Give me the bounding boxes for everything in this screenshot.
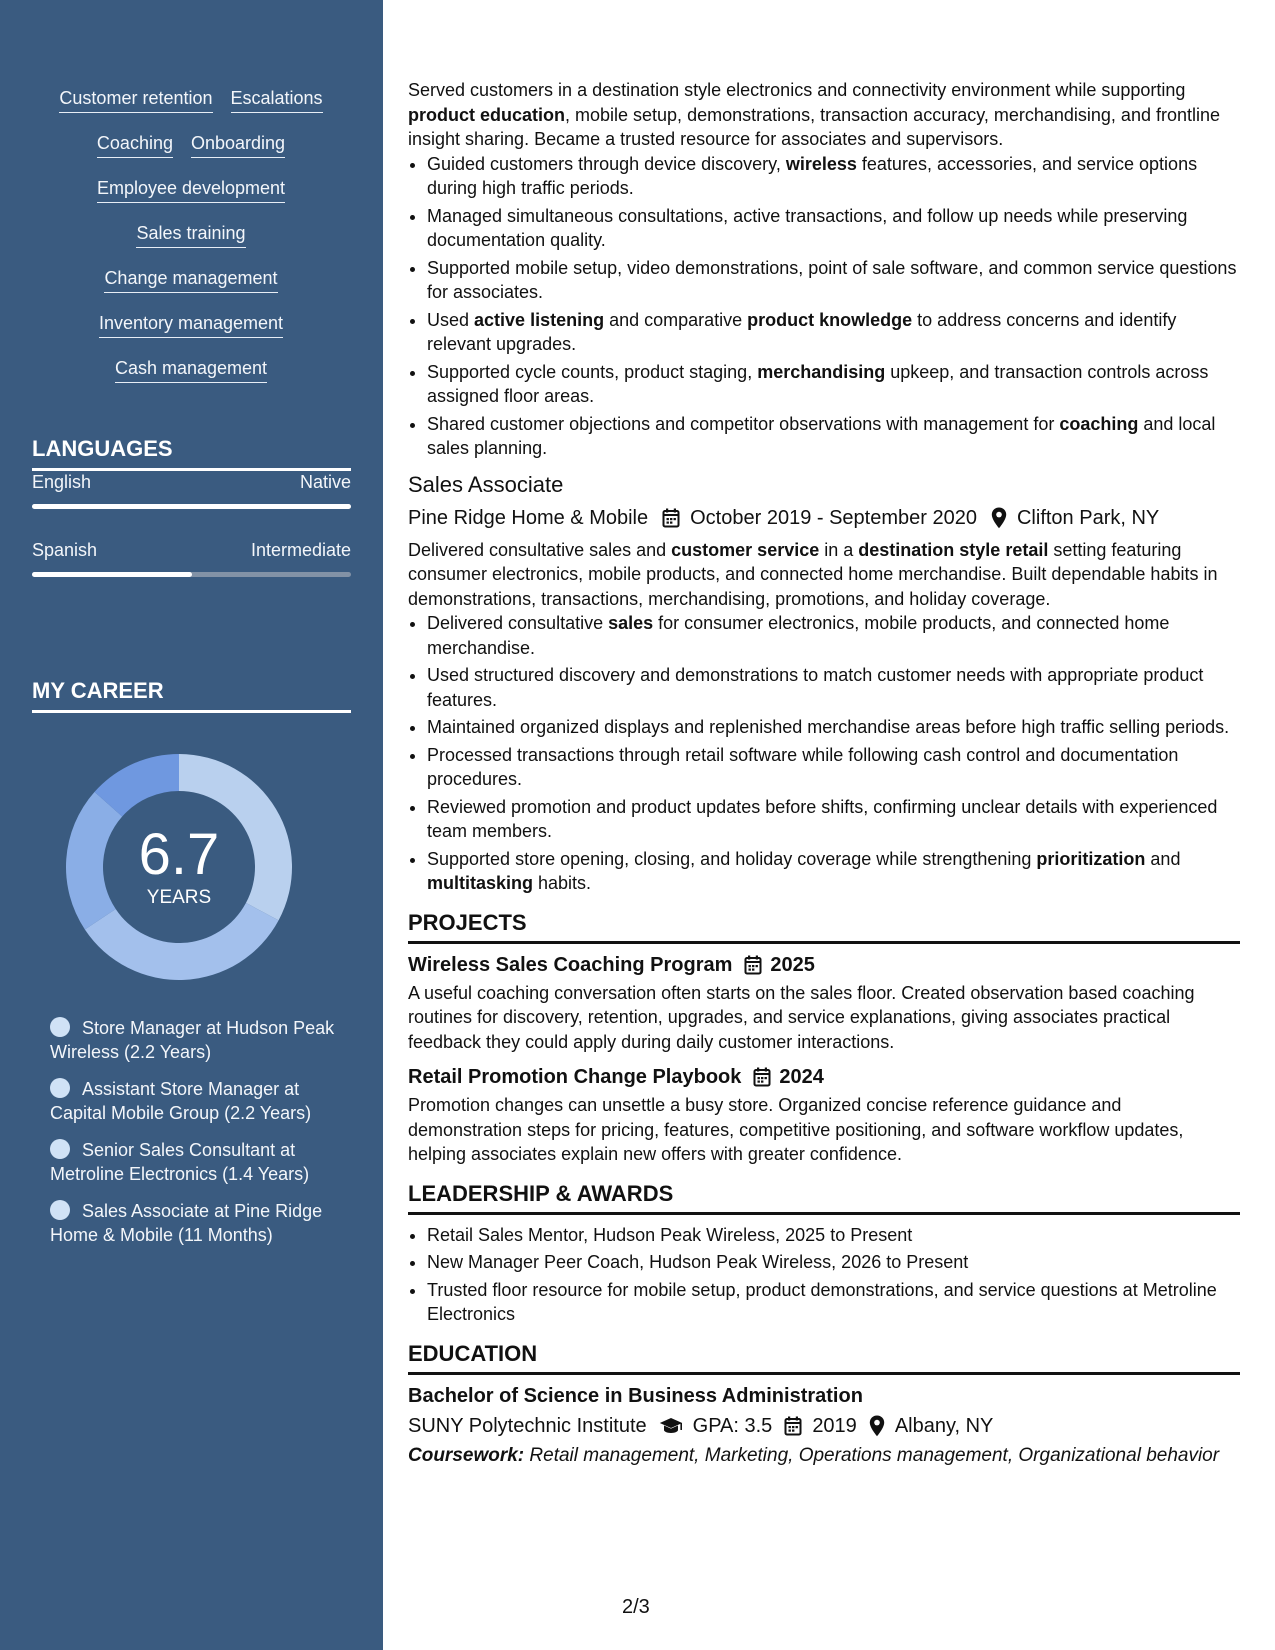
skill-tag: Inventory management bbox=[99, 311, 283, 338]
text-run: Reviewed promotion and product updates before shifts, confirming unclear details with experienced team members. bbox=[427, 796, 1218, 841]
job-dates: October 2019 - September 2020 bbox=[690, 506, 977, 529]
bold-text: customer service bbox=[671, 539, 820, 560]
job-title: Sales Associate bbox=[408, 471, 564, 497]
text-run: in a bbox=[819, 539, 859, 560]
text-run: to address concerns and identify relevant upgrades. bbox=[427, 309, 1177, 354]
text-run: setting featuring consumer electronics, mobile products, and connected home merchandise. Built dependable habits in demonstrations, transactions, merchandising, promotions, and holiday coverage. bbox=[408, 539, 1218, 609]
skill-tag: Sales training bbox=[136, 221, 245, 248]
text-run: , mobile setup, demonstrations, transaction accuracy, merchandising, and frontline insight sharing. Became a trusted resource for associates and supervisors. bbox=[408, 104, 1221, 149]
sidebar bbox=[0, 0, 383, 1650]
language-item bbox=[32, 472, 351, 509]
list-item bbox=[427, 256, 1240, 305]
list-item bbox=[427, 204, 1240, 253]
education-degree: Bachelor of Science in Business Administration bbox=[408, 1384, 863, 1407]
list-item: • Trusted floor resource for mobile setup, product demonstrations, and service questions at Metroline Electronics bbox=[427, 1278, 1240, 1327]
calendar-icon bbox=[753, 1067, 771, 1087]
skills-list bbox=[32, 86, 350, 401]
text-run: and bbox=[1145, 848, 1181, 869]
project-title-row bbox=[408, 1064, 1240, 1090]
skill-row bbox=[32, 356, 350, 401]
career-legend-item bbox=[50, 1077, 340, 1125]
text-run: Served customers in a destination style electronics and connectivity environment while supporting bbox=[408, 80, 1186, 100]
education-location: Albany, NY bbox=[894, 1414, 994, 1437]
skill-tag: Escalations bbox=[231, 86, 323, 113]
career-legend-label: Assistant Store Manager at Capital Mobile Group (2.2 Years) bbox=[50, 1079, 312, 1123]
text-run: Delivered consultative bbox=[427, 613, 609, 633]
list-item bbox=[427, 795, 1240, 844]
text-run: Used bbox=[427, 309, 475, 330]
location-pin-icon bbox=[869, 1415, 885, 1437]
bold-text: wireless bbox=[785, 153, 857, 174]
career-heading: MY CAREER bbox=[32, 678, 351, 713]
list-item bbox=[427, 663, 1240, 712]
job-meta bbox=[408, 505, 1240, 531]
text-run: Used structured discovery and demonstrations to match customer needs with appropriate product features. bbox=[427, 665, 1204, 710]
job-company: Pine Ridge Home & Mobile bbox=[408, 506, 649, 529]
calendar-icon bbox=[662, 508, 680, 528]
text-run: Delivered consultative sales and bbox=[408, 539, 672, 560]
leadership-list bbox=[427, 1223, 1240, 1327]
project-title: Wireless Sales Coaching Program bbox=[408, 953, 733, 976]
project-title-row bbox=[408, 952, 1240, 978]
page-number: 2/3 bbox=[622, 1596, 650, 1618]
text-run: Guided customers through device discovery, bbox=[427, 153, 786, 174]
project-title: Retail Promotion Change Playbook bbox=[408, 1066, 742, 1088]
language-level: Native bbox=[299, 472, 351, 492]
language-level: Intermediate bbox=[250, 540, 351, 560]
list-item bbox=[427, 611, 1240, 660]
text-run: Shared customer objections and competitor observations with management for bbox=[427, 413, 1060, 434]
text-run: Supported store opening, closing, and holiday coverage while strengthening bbox=[427, 848, 1037, 869]
job-location: Clifton Park, NY bbox=[1016, 506, 1160, 529]
bold-text: merchandising bbox=[757, 361, 886, 382]
bold-text: sales bbox=[608, 613, 654, 633]
list-item bbox=[427, 412, 1240, 461]
list-item: • Retail Sales Mentor, Hudson Peak Wireless, 2025 to Present bbox=[427, 1223, 1240, 1248]
main-content bbox=[408, 78, 1240, 1468]
education-year: 2019 bbox=[812, 1414, 857, 1437]
project-description: Promotion changes can unsettle a busy store. Organized concise reference guidance and demonstration steps for pricing, features, competitive positioning, and software workflow updates, helping associates explain new offers with greater confidence. bbox=[408, 1095, 1184, 1164]
language-item bbox=[32, 540, 351, 577]
location-pin-icon bbox=[991, 507, 1007, 529]
career-legend bbox=[50, 1016, 340, 1260]
calendar-icon bbox=[744, 955, 762, 975]
list-item bbox=[427, 152, 1240, 201]
skill-tag: Customer retention bbox=[59, 86, 212, 113]
education-meta bbox=[408, 1413, 1240, 1439]
bold-text: destination style retail bbox=[858, 539, 1049, 560]
bold-text: active listening bbox=[474, 309, 605, 330]
career-legend-item bbox=[50, 1199, 340, 1247]
legend-dot bbox=[50, 1200, 70, 1220]
coursework-text: Retail management, Marketing, Operations management, Organizational behavior bbox=[529, 1444, 1220, 1466]
previous-job-summary bbox=[408, 78, 1240, 152]
skill-row bbox=[32, 131, 350, 176]
text-run: upkeep, and transaction controls across assigned floor areas. bbox=[427, 361, 1209, 406]
career-total: 6.7 bbox=[138, 822, 220, 887]
legend-dot bbox=[50, 1078, 70, 1098]
calendar-icon bbox=[784, 1416, 802, 1436]
career-legend-label: Senior Sales Consultant at Metroline Electronics (1.4 Years) bbox=[50, 1140, 310, 1184]
skill-row bbox=[32, 221, 350, 266]
list-item bbox=[427, 743, 1240, 792]
skill-row bbox=[32, 266, 350, 311]
language-name: English bbox=[32, 472, 92, 492]
bold-text: product knowledge bbox=[747, 309, 913, 330]
education-gpa: GPA: 3.5 bbox=[692, 1414, 773, 1437]
graduation-cap-icon bbox=[659, 1417, 683, 1435]
text-run: Processed transactions through retail software while following cash control and documentation procedures. bbox=[427, 744, 1179, 789]
language-bar bbox=[32, 572, 351, 577]
skill-tag: Change management bbox=[104, 266, 277, 293]
skill-row bbox=[32, 86, 350, 131]
leadership-heading: LEADERSHIP & AWARDS bbox=[408, 1181, 1240, 1215]
legend-dot bbox=[50, 1017, 70, 1037]
bold-text: prioritization bbox=[1036, 848, 1146, 869]
education-school: SUNY Polytechnic Institute bbox=[408, 1414, 647, 1437]
text-run: Maintained organized displays and replenished merchandise areas before high traffic selling periods. bbox=[427, 717, 1230, 737]
skill-row bbox=[32, 311, 350, 356]
languages-heading: LANGUAGES bbox=[32, 436, 351, 471]
list-item: • New Manager Peer Coach, Hudson Peak Wireless, 2026 to Present bbox=[427, 1250, 1240, 1275]
career-donut-chart bbox=[66, 754, 292, 980]
text-run: habits. bbox=[533, 873, 592, 893]
skill-row bbox=[32, 176, 350, 221]
bold-text: product education bbox=[408, 104, 565, 125]
text-run: and local sales planning. bbox=[427, 413, 1216, 458]
education-heading: EDUCATION bbox=[408, 1341, 1240, 1375]
text-run: and comparative bbox=[604, 309, 748, 330]
career-legend-label: Sales Associate at Pine Ridge Home & Mobile (11 Months) bbox=[50, 1201, 323, 1245]
language-bar-fill bbox=[32, 504, 351, 509]
projects-heading: PROJECTS bbox=[408, 910, 1240, 944]
text-run: features, accessories, and service options during high traffic periods. bbox=[427, 153, 1198, 198]
text-run: Supported cycle counts, product staging, bbox=[427, 361, 758, 382]
language-name: Spanish bbox=[32, 540, 98, 560]
career-legend-item bbox=[50, 1138, 340, 1186]
previous-job-bullets bbox=[427, 152, 1240, 461]
text-run: Supported mobile setup, video demonstrations, point of sale software, and common service questions for associates. bbox=[427, 257, 1237, 302]
language-bar bbox=[32, 504, 351, 509]
bold-text: multitasking bbox=[427, 873, 534, 893]
career-legend-item bbox=[50, 1016, 340, 1064]
project-year: 2025 bbox=[770, 953, 815, 976]
text-run: Managed simultaneous consultations, active transactions, and follow up needs while preserving documentation quality. bbox=[427, 205, 1188, 250]
list-item bbox=[427, 715, 1240, 740]
legend-dot bbox=[50, 1139, 70, 1159]
skill-tag: Cash management bbox=[115, 356, 267, 383]
skill-tag: Coaching bbox=[97, 131, 173, 158]
language-bar-fill bbox=[32, 572, 192, 577]
list-item bbox=[427, 360, 1240, 409]
project-description: A useful coaching conversation often starts on the sales floor. Created observation based coaching routines for discovery, retention, upgrades, and service explanations, giving associates practical feedback they could apply during daily customer interactions. bbox=[408, 982, 1195, 1052]
coursework-label: Coursework: bbox=[408, 1444, 525, 1466]
skill-tag: Onboarding bbox=[191, 131, 285, 158]
projects-list bbox=[408, 952, 1240, 1167]
job-summary bbox=[408, 538, 1240, 612]
list-item bbox=[427, 308, 1240, 357]
text-run: for consumer electronics, mobile products, and connected home merchandise. bbox=[427, 613, 1170, 658]
project-year: 2024 bbox=[779, 1066, 824, 1088]
education-coursework bbox=[408, 1444, 1240, 1468]
skill-tag: Employee development bbox=[97, 176, 285, 203]
career-unit: YEARS bbox=[146, 887, 212, 908]
list-item bbox=[427, 847, 1240, 896]
job-bullets bbox=[427, 611, 1240, 896]
bold-text: coaching bbox=[1059, 413, 1139, 434]
career-legend-label: Store Manager at Hudson Peak Wireless (2.2 Years) bbox=[50, 1018, 335, 1062]
